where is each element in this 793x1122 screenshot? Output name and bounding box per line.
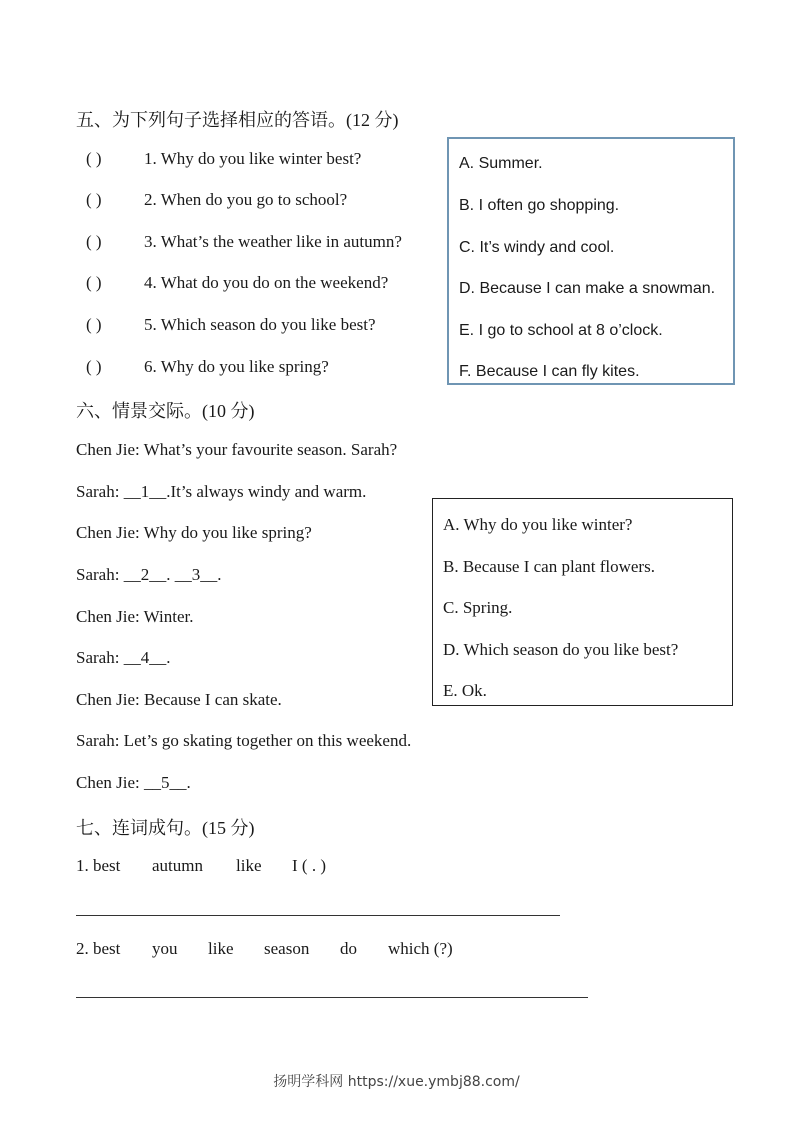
dialogue-line-6 bbox=[76, 648, 170, 668]
blank-3[interactable]: __3__ bbox=[174, 565, 218, 584]
word: which (?) bbox=[388, 939, 453, 958]
dialogue-text: .It’s always windy and warm. bbox=[166, 482, 367, 501]
answer-paren[interactable]: ( ) bbox=[86, 273, 102, 292]
section6-heading: 六、情景交际。(10 分) bbox=[76, 401, 255, 421]
word: season bbox=[264, 939, 310, 958]
section5-options-box bbox=[447, 137, 735, 385]
separator: . bbox=[166, 565, 175, 584]
word: autumn bbox=[152, 856, 203, 875]
option-c: C. It’s windy and cool. bbox=[459, 239, 615, 256]
question-row-3 bbox=[86, 232, 402, 252]
word: like bbox=[208, 939, 234, 958]
section5-heading: 五、为下列句子选择相应的答语。(12 分) bbox=[76, 110, 399, 130]
speaker: Sarah: bbox=[76, 648, 124, 667]
word: like bbox=[236, 856, 262, 875]
answer-paren[interactable]: ( ) bbox=[86, 232, 102, 251]
blank-2[interactable]: __2__ bbox=[123, 565, 167, 584]
scrambled-words-1 bbox=[76, 856, 326, 876]
question-row-4 bbox=[86, 273, 388, 293]
question-row-1 bbox=[86, 149, 361, 169]
period: . bbox=[186, 773, 191, 792]
word: I ( . ) bbox=[292, 856, 326, 875]
option-b: B. Because I can plant flowers. bbox=[443, 557, 655, 576]
footer-watermark: 扬明学科网 https://xue.ymbj88.com/ bbox=[273, 1074, 520, 1090]
option-e: E. Ok. bbox=[443, 681, 487, 700]
answer-line-2[interactable] bbox=[76, 997, 588, 998]
answer-paren[interactable]: ( ) bbox=[86, 149, 102, 168]
option-d: D. Which season do you like best? bbox=[443, 640, 679, 659]
answer-paren[interactable]: ( ) bbox=[86, 357, 102, 376]
word: 2. best bbox=[76, 939, 121, 958]
option-c: C. Spring. bbox=[443, 598, 513, 617]
period: . bbox=[166, 648, 171, 667]
option-a: A. Why do you like winter? bbox=[443, 515, 633, 534]
speaker: Sarah: bbox=[76, 482, 124, 501]
answer-line-1[interactable] bbox=[76, 915, 560, 916]
question-row-2 bbox=[86, 190, 347, 210]
speaker: Chen Jie: bbox=[76, 773, 144, 792]
question-text: 1. Why do you like winter best? bbox=[144, 149, 362, 168]
answer-paren[interactable]: ( ) bbox=[86, 190, 102, 209]
dialogue-line-4 bbox=[76, 565, 221, 585]
word: you bbox=[152, 939, 178, 958]
word: 1. best bbox=[76, 856, 121, 875]
dialogue-line-5: Chen Jie: Winter. bbox=[76, 607, 194, 626]
speaker: Sarah: bbox=[76, 565, 124, 584]
option-d: D. Because I can make a snowman. bbox=[459, 280, 716, 297]
word: do bbox=[340, 939, 357, 958]
scrambled-words-2 bbox=[76, 939, 453, 959]
question-text: 4. What do you do on the weekend? bbox=[144, 273, 389, 292]
dialogue-line-2 bbox=[76, 482, 366, 502]
section7-heading: 七、连词成句。(15 分) bbox=[76, 818, 255, 838]
section6-options-box bbox=[432, 498, 733, 706]
dialogue-line-1: Chen Jie: What’s your favourite season. Sarah? bbox=[76, 440, 398, 459]
option-f: F. Because I can fly kites. bbox=[459, 363, 640, 380]
question-row-5 bbox=[86, 315, 376, 335]
question-text: 3. What’s the weather like in autumn? bbox=[144, 232, 402, 251]
question-text: 5. Which season do you like best? bbox=[144, 315, 376, 334]
blank-5[interactable]: __5__ bbox=[144, 773, 187, 792]
question-text: 6. Why do you like spring? bbox=[144, 357, 329, 376]
dialogue-line-7: Chen Jie: Because I can skate. bbox=[76, 690, 282, 709]
period: . bbox=[217, 565, 222, 584]
option-e: E. I go to school at 8 o’clock. bbox=[459, 322, 663, 339]
option-b: B. I often go shopping. bbox=[459, 197, 620, 214]
option-a: A. Summer. bbox=[459, 155, 543, 172]
question-row-6 bbox=[86, 357, 329, 377]
question-text: 2. When do you go to school? bbox=[144, 190, 348, 209]
dialogue-line-9 bbox=[76, 773, 191, 793]
dialogue-line-3: Chen Jie: Why do you like spring? bbox=[76, 523, 312, 542]
answer-paren[interactable]: ( ) bbox=[86, 315, 102, 334]
dialogue-line-8: Sarah: Let’s go skating together on this weekend. bbox=[76, 731, 412, 750]
blank-4[interactable]: __4__ bbox=[123, 648, 167, 667]
blank-1[interactable]: __1__ bbox=[123, 482, 167, 501]
